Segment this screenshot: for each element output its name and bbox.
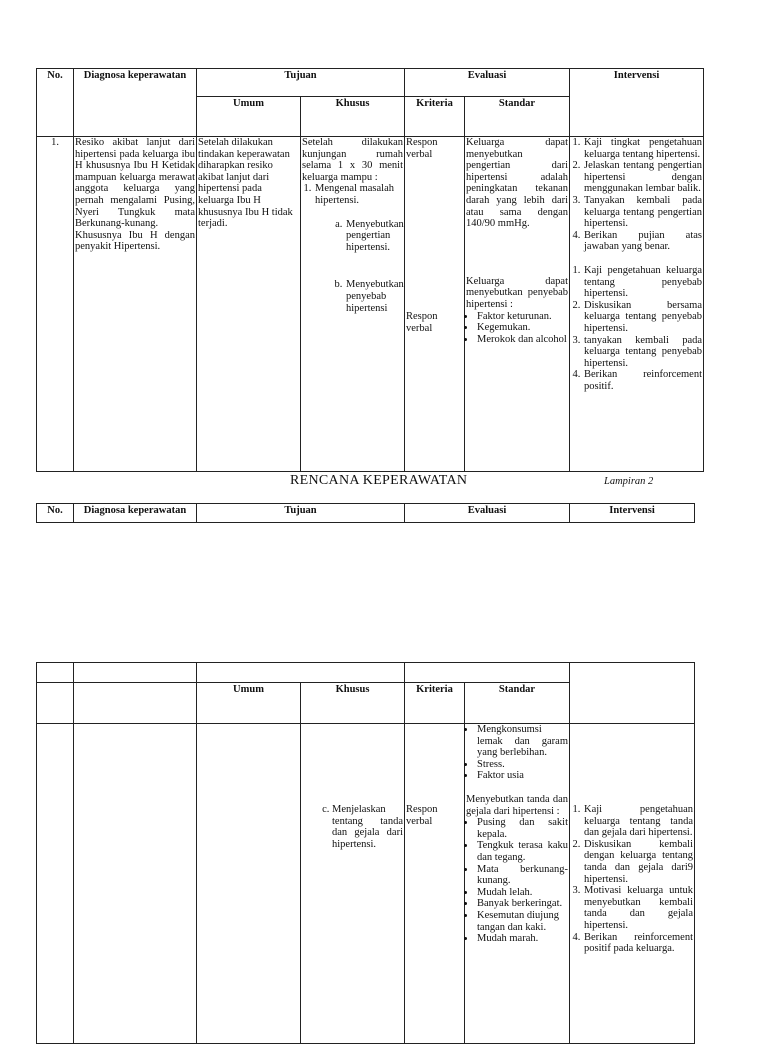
standar-3-intro: Menyebutkan tanda dan gejala dari hipertensi :: [466, 793, 568, 817]
page-title: RENCANA KEPERAWATAN: [290, 473, 468, 488]
list-item: • Tengkuk terasa kaku dan tegang.: [476, 840, 568, 863]
list-item: 4. Berikan reinforcement positif.: [583, 369, 702, 392]
row-number: 1.: [37, 137, 74, 472]
header-kriteria: Kriteria: [405, 97, 465, 137]
intervensi-cell: [570, 724, 695, 1044]
standar-2-bullets: [466, 311, 568, 346]
list-item: 1. Kaji pengetahuan keluarga tentang penyebab hipertensi.: [583, 265, 702, 300]
care-plan-table-2-header: [36, 503, 695, 523]
list-item: 2. Diskusikan kembali dengan keluarga tentang tanda dan gejala dari9 hipertensi.: [583, 839, 693, 885]
list-item: 2. Jelaskan tentang pengertian hipertensi dengan menggunakan lembar balik.: [583, 160, 702, 195]
list-item: • Merokok dan alcohol: [476, 334, 568, 346]
header-umum: Umum: [197, 683, 301, 724]
tujuan-umum-text: Setelah dilakukan tindakan keperawatan diharapkan resiko akibat lanjut dari hipertensi pada keluarga Ibu H khususnya Ibu H tidak terjadi.: [197, 137, 301, 472]
header-khusus: Khusus: [301, 683, 405, 724]
list-item: 3. Tanyakan kembali pada keluarga tentang pengertian hipertensi.: [583, 195, 702, 230]
list-item: 4. Berikan pujian atas jawaban yang benar.: [583, 230, 702, 253]
list-item: • Pusing dan sakit kepala.: [476, 817, 568, 840]
khusus-sublist: [302, 804, 403, 850]
list-item: • Mengkonsumsi lemak dan garam yang berlebihan.: [476, 724, 568, 759]
intervensi-list-3: [571, 804, 693, 955]
header-khusus: Khusus: [301, 97, 405, 137]
header-standar: Standar: [465, 683, 570, 724]
khusus-sublist: [315, 219, 403, 315]
list-item: 1. Kaji tingkat pengetahuan keluarga tentang hipertensi.: [583, 137, 702, 160]
list-item: 4. Berikan reinforcement positif pada keluarga.: [583, 932, 693, 955]
header-standar: Standar: [465, 97, 570, 137]
header-intervensi: Intervensi: [570, 504, 695, 523]
header-evaluasi: Evaluasi: [405, 504, 570, 523]
kriteria-3: Respon verbal: [406, 804, 438, 827]
list-item: 3. tanyakan kembali pada keluarga tentang penyebab hipertensi.: [583, 335, 702, 370]
list-item: 2. Diskusikan bersama keluarga tentang penyebab hipertensi.: [583, 300, 702, 335]
header-intervensi: Intervensi: [570, 69, 704, 137]
intervensi-list-1: [571, 137, 702, 253]
intervensi-cell: [570, 137, 704, 472]
khusus-item-b: b. Menyebutkan penyebab hipertensi: [345, 279, 403, 314]
khusus-item-1: 1. Mengenal masalah hipertensi. a. Menyebutkan pengertian hipertensi. b. Menyebutkan penyebab hipertensi: [314, 183, 403, 314]
list-item: 3. Motivasi keluarga untuk menyebutkan kembali tanda dan gejala hipertensi.: [583, 885, 693, 931]
standar-bullets-top: [466, 724, 568, 782]
kriteria-1: Respon verbal: [406, 137, 438, 160]
header-tujuan: Tujuan: [197, 69, 405, 97]
khusus-item-a: a. Menyebutkan pengertian hipertensi.: [345, 219, 403, 254]
list-item: • Kesemutan diujung tangan dan kaki.: [476, 910, 568, 933]
header-umum: Umum: [197, 97, 301, 137]
list-item: • Mudah marah.: [476, 933, 568, 945]
standar-1: Keluarga dapat menyebutkan pengertian dari hipertensi adalah peningkatan tekanan darah yang lebih dari atau sama dengan 140/90 mmHg.: [466, 137, 569, 230]
header-diagnosa: Diagnosa keperawatan: [74, 69, 197, 137]
list-item: • Mata berkunang-kunang.: [476, 864, 568, 887]
standar-2: Keluarga dapat menyebutkan penyebab hipertensi :: [466, 275, 569, 310]
standar-cell: [465, 724, 570, 1044]
intervensi-list-2: [571, 265, 702, 393]
lampiran-label: Lampiran 2: [604, 476, 654, 487]
header-evaluasi: Evaluasi: [405, 69, 570, 97]
list-item: • Faktor keturunan.: [476, 311, 568, 323]
care-plan-table-1: [36, 68, 704, 472]
kriteria-cell: [405, 137, 465, 472]
list-item: • Stress.: [476, 759, 568, 771]
list-item: • Kegemukan.: [476, 322, 568, 334]
standar-3-bullets: [466, 817, 568, 945]
header-diagnosa: Diagnosa keperawatan: [74, 504, 197, 523]
care-plan-table-3: [36, 662, 695, 1044]
khusus-intro: Setelah dilakukan kunjungan rumah selama 1 x 30 menit keluarga mampu :: [302, 137, 403, 183]
standar-cell: [465, 137, 570, 472]
header-no: No.: [37, 504, 74, 523]
khusus-list: [302, 183, 403, 314]
list-item: 1. Kaji pengetahuan keluarga tentang tanda dan gejala dari hipertensi.: [583, 804, 693, 839]
list-item: • Banyak berkeringat.: [476, 898, 568, 910]
tujuan-khusus-cell: [301, 724, 405, 1044]
tujuan-khusus-cell: [301, 137, 405, 472]
khusus-item-c: c. Menjelaskan tentang tanda dan gejala dari hipertensi.: [332, 804, 403, 850]
kriteria-cell: [405, 724, 465, 1044]
list-item: • Faktor usia: [476, 770, 568, 782]
diagnosa-text: Resiko akibat lanjut dari hipertensi pada keluarga ibu H khususnya Ibu H Ketidak mampuan keluarga merawat anggota keluarga yang pernah mengalami Pusing, Nyeri Tungkuk mata Berkunang-kunang. Khususnya Ibu H dengan penyakit Hipertensi.: [74, 137, 197, 472]
list-item: • Mudah lelah.: [476, 887, 568, 899]
header-kriteria: Kriteria: [405, 683, 465, 724]
header-no: No.: [37, 69, 74, 137]
header-tujuan: Tujuan: [197, 504, 405, 523]
kriteria-2: Respon verbal: [406, 311, 438, 334]
